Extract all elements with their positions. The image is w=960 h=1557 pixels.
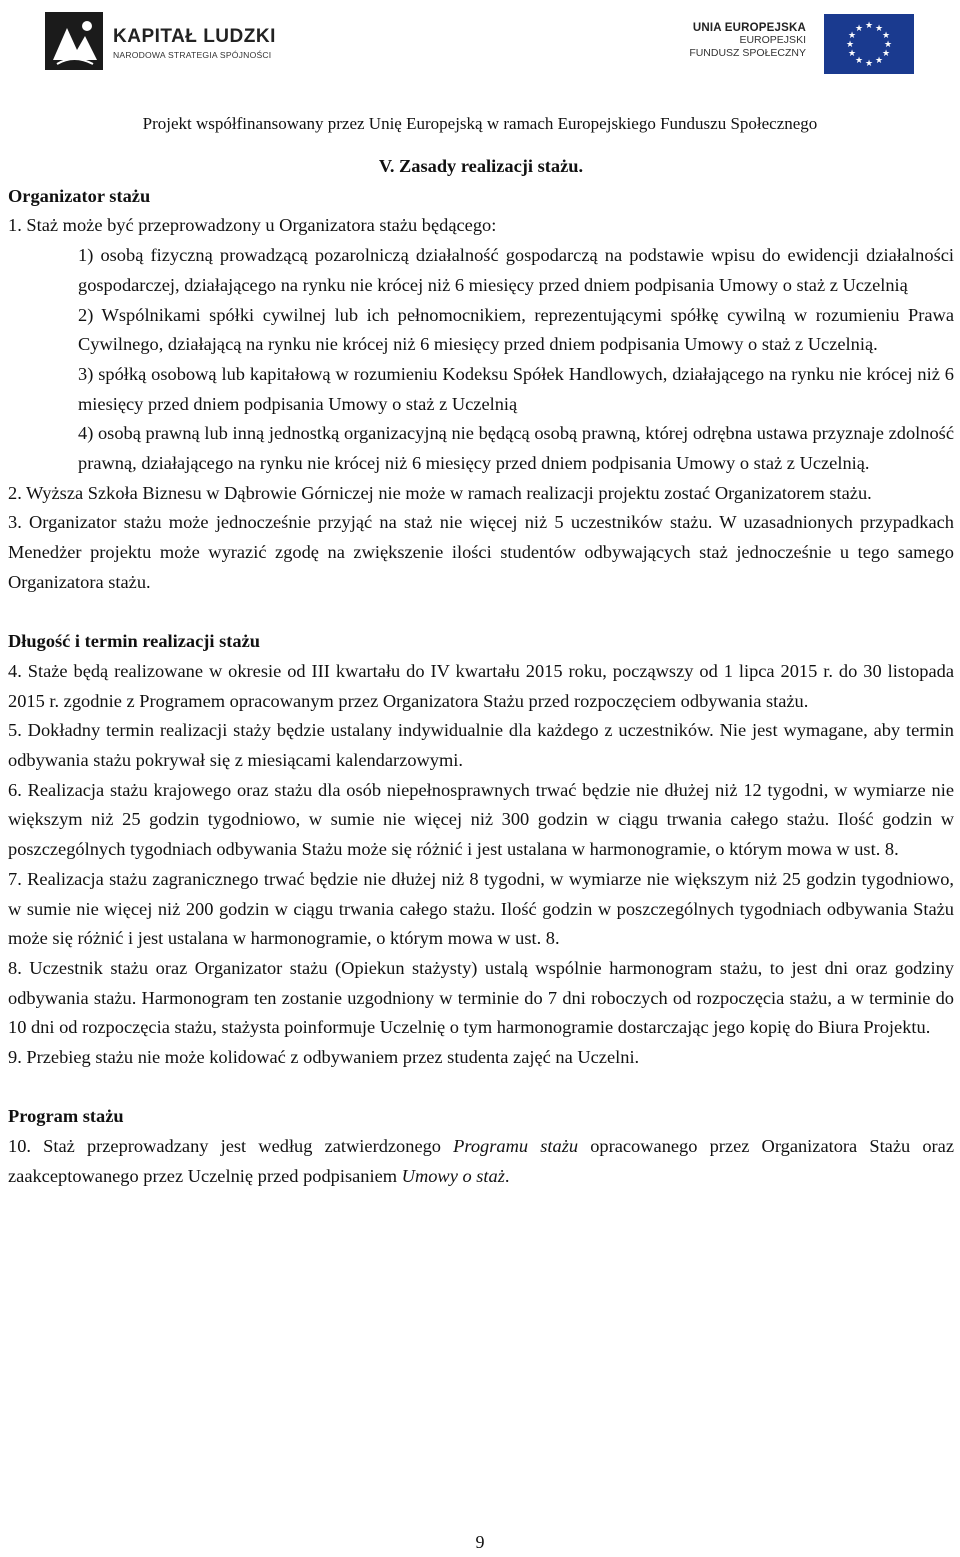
svg-text:★: ★ (864, 59, 874, 69)
svg-text:★: ★ (854, 56, 864, 66)
paragraph-7: 7. Realizacja stażu zagranicznego trwać będzie nie dłużej niż 8 tygodni, w wymiarze nie większym niż 25 godzin tygodniowo, w sumie nie więcej niż 200 godzin w ciągu trwania całego stażu. Ilość godzin w poszczególnych tygodniach odbywania Stażu może się różnić i jest ustalana w harmonogramie, o którym mowa w ust. 8. (8, 868, 954, 949)
paragraph-3: 3. Organizator stażu może jednocześnie przyjąć na staż nie więcej niż 5 uczestników stażu. W uzasadnionych przypadkach Menedżer projektu może wyrazić zgodę na zwiększenie ilości studentów odbywających staż jednocześnie u tego samego Organizatora stażu. (8, 512, 954, 592)
heading-organizer: Organizator stażu (8, 185, 151, 206)
program-stazu-emphasis: Programu stażu (453, 1136, 579, 1157)
logo-right-line3: FUNDUSZ SPOŁECZNY (689, 46, 806, 59)
paragraph-1-item-2: 2) Wspólnikami spółki cywilnej lub ich pełnomocnikiem, reprezentującymi spółkę cywilną w rozumieniu Prawa Cywilnego, działającą na rynku nie krócej niż 6 miesięcy przed dniem podpisania Umowy o staż z Uczelnią. (78, 304, 954, 355)
logo-right-line2: EUROPEJSKI (739, 34, 806, 46)
logo-left-title: KAPITAŁ LUDZKI (113, 26, 276, 47)
paragraph-10-part-e: . (504, 1165, 510, 1186)
heading-program: Program stażu (8, 1106, 124, 1127)
spacer (8, 598, 954, 628)
svg-text:★: ★ (881, 31, 891, 41)
paragraph-5: 5. Dokładny termin realizacji staży będzie ustalany indywidualnie dla każdego z uczestników. Nie jest wymagane, aby termin odbywania stażu pokrywał się z miesiącami kalendarzowymi. (8, 720, 954, 771)
svg-text:★: ★ (883, 40, 893, 50)
eu-logo (689, 14, 926, 84)
paragraph-1: 1. Staż może być przeprowadzony u Organizatora stażu będącego: (8, 215, 497, 236)
document-body (8, 152, 954, 1192)
eu-logo-text (689, 22, 806, 59)
svg-text:★: ★ (874, 24, 884, 34)
heading-duration: Długość i termin realizacji stażu (8, 631, 260, 652)
umowy-o-staz-emphasis: Umowy o staż (401, 1165, 505, 1186)
paragraph-10 (8, 1132, 954, 1191)
svg-text:★: ★ (847, 31, 857, 41)
paragraph-1-item-3: 3) spółką osobową lub kapitałową w rozumieniu Kodeksu Spółek Handlowych, działającego na rynku nie krócej niż 6 miesięcy przed dniem podpisania Umowy o staż z Uczelnią (78, 363, 954, 414)
kapital-ludzki-logo (43, 10, 283, 82)
paragraph-1-item-4: 4) osobą prawną lub inną jednostką organizacyjną nie będącą osobą prawną, której odrębna ustawa przyznaje zdolność prawną, działającego na rynku nie krócej niż 6 miesięcy przed dniem podpisania Umowy o staż z Uczelnią. (78, 423, 954, 474)
paragraph-6: 6. Realizacja stażu krajowego oraz stażu dla osób niepełnosprawnych trwać będzie nie dłużej niż 12 tygodni, w wymiarze nie większym niż 25 godzin tygodniowo, w sumie nie więcej niż 300 godzin w ciągu trwania całego stażu. Ilość godzin w poszczególnych tygodniach odbywania Stażu może się różnić i jest ustalana w harmonogramie, o którym mowa w ust. 8. (8, 779, 954, 860)
paragraph-8: 8. Uczestnik stażu oraz Organizator stażu (Opiekun stażysty) ustalą wspólnie harmonogram stażu, to jest dni oraz godziny odbywania stażu. Harmonogram ten zostanie uzgodniony w terminie do 7 dni roboczych od rozpoczęcia stażu, a w terminie do 10 dni od rozpoczęcia stażu, stażysta poinformuje Uczelnię o tym harmonogramie dostarczając jego kopię do Biura Projektu. (8, 957, 954, 1038)
paragraph-1-item-1: 1) osobą fizyczną prowadzącą pozarolniczą działalność gospodarczą na podstawie wpisu do ewidencji działalności gospodarczej, działającego na rynku nie krócej niż 6 miesięcy przed dniem podpisania Umowy o staż z Uczelnią (78, 245, 954, 295)
svg-text:★: ★ (864, 21, 874, 31)
page-number: 9 (475, 1532, 485, 1552)
logo-left-subtitle: NARODOWA STRATEGIA SPÓJNOŚCI (113, 50, 272, 60)
svg-text:★: ★ (845, 40, 855, 50)
kapital-ludzki-emblem-icon (43, 10, 105, 74)
section-title: V. Zasady realizacji stażu. (378, 156, 584, 176)
paragraph-9: 9. Przebieg stażu nie może kolidować z odbywaniem przez studenta zajęć na Uczelni. (8, 1047, 640, 1068)
spacer (8, 1073, 954, 1103)
paragraph-10-part-c: opracowanego przez Organizatora Stażu oraz zaakceptowanego przez Uczelnię przed podpisaniem (8, 1136, 955, 1186)
svg-text:★: ★ (854, 24, 864, 34)
svg-text:★: ★ (874, 56, 884, 66)
logo-right-line1: UNIA EUROPEJSKA (692, 22, 806, 34)
paragraph-4: 4. Staże będą realizowane w okresie od III kwartału do IV kwartału 2015 roku, począwszy od 1 lipca 2015 r. do 30 listopada 2015 r. zgodnie z Programem opracowanym przez Organizatora Stażu przed rozpoczęciem odbywania stażu. (8, 660, 954, 711)
paragraph-2: 2. Wyższa Szkoła Biznesu w Dąbrowie Górniczej nie może w ramach realizacji projektu zostać Organizatorem stażu. (8, 482, 872, 503)
paragraph-10-part-a: 10. Staż przeprowadzany jest według zatwierdzonego (8, 1136, 454, 1157)
svg-text:★: ★ (881, 49, 891, 59)
eu-flag-icon (824, 14, 914, 74)
cofinancing-subtitle: Projekt współfinansowany przez Unię Europejską w ramach Europejskiego Funduszu Społecznego (142, 114, 818, 133)
svg-text:★: ★ (847, 49, 857, 59)
